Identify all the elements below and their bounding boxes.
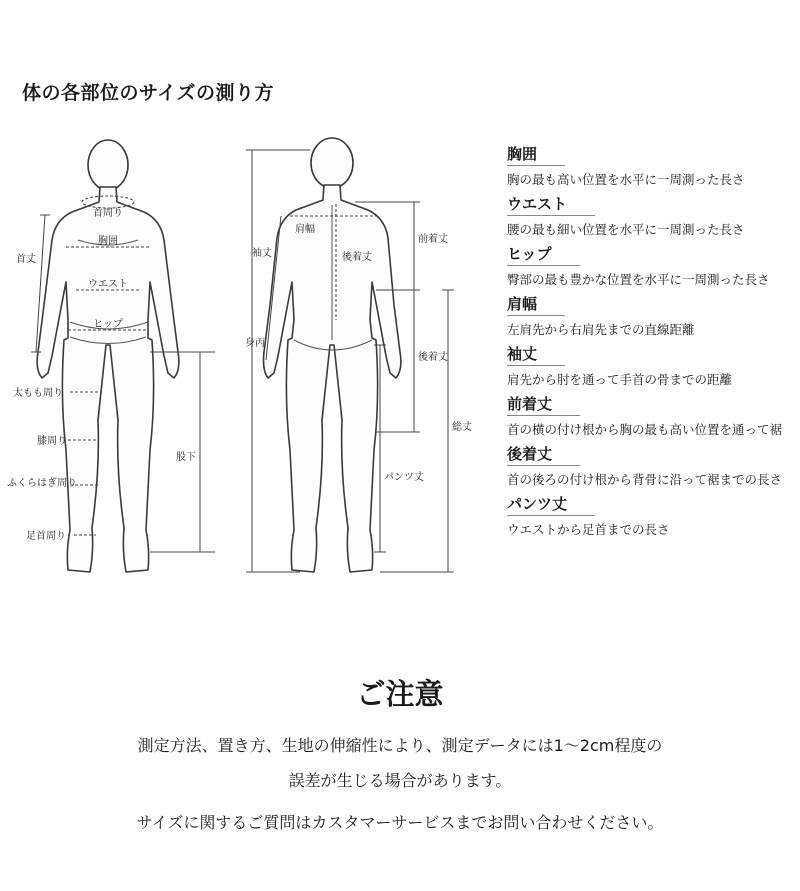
definition-desc: 左肩先から右肩先までの直線距離 bbox=[507, 322, 695, 337]
definition-desc: 首の後ろの付け根から背骨に沿って裾までの長さ bbox=[507, 472, 783, 487]
definition-item bbox=[507, 143, 800, 193]
label-knee: 膝周り bbox=[37, 436, 67, 447]
label-thigh: 太もも周り bbox=[13, 388, 63, 399]
label-sleeve: 袖丈 bbox=[252, 248, 272, 259]
definition-term: 肩幅 bbox=[507, 293, 565, 316]
label-neck: 首周り bbox=[93, 208, 123, 219]
definition-desc: 肩先から肘を通って手首の骨までの距離 bbox=[507, 372, 733, 387]
definition-item bbox=[507, 343, 800, 393]
definition-item bbox=[507, 293, 800, 343]
measurement-definitions bbox=[507, 143, 800, 543]
definition-item bbox=[507, 393, 800, 443]
label-neck-length: 首丈 bbox=[16, 254, 36, 265]
label-inseam: 股下 bbox=[176, 452, 196, 463]
definition-desc: 首の横の付け根から胸の最も高い位置を通って裾 bbox=[507, 422, 783, 437]
front-figure bbox=[37, 140, 179, 572]
definition-term: 前着丈 bbox=[507, 393, 580, 416]
label-shoulder: 肩幅 bbox=[295, 224, 315, 235]
definition-item bbox=[507, 443, 800, 493]
label-waist: ウエスト bbox=[88, 279, 128, 290]
body-measurement-figures bbox=[0, 130, 500, 590]
label-calf: ふくらはぎ周り bbox=[7, 478, 77, 489]
label-back-center: 後着丈 bbox=[342, 252, 372, 263]
notice-line-3: サイズに関するご質問はカスタマーサービスまでお問い合わせください。 bbox=[136, 813, 664, 832]
definition-desc: 臀部の最も豊かな位置を水平に一周測った長さ bbox=[507, 272, 770, 287]
definition-term: 後着丈 bbox=[507, 443, 580, 466]
label-pants-length: パンツ丈 bbox=[384, 472, 424, 483]
label-chest: 胸囲 bbox=[98, 236, 118, 247]
label-height: 身丙 bbox=[245, 338, 265, 349]
label-hip: ヒップ bbox=[93, 319, 123, 330]
notice-line-1: 測定方法、置き方、生地の伸縮性により、測定データには1～2cm程度の bbox=[137, 736, 663, 755]
label-back-length: 後着丈 bbox=[418, 352, 448, 363]
label-front-length: 前着丈 bbox=[418, 234, 448, 245]
definition-desc: 胸の最も高い位置を水平に一周測った長さ bbox=[507, 172, 745, 187]
definition-item bbox=[507, 243, 800, 293]
page-title: 体の各部位のサイズの測り方 bbox=[22, 82, 274, 104]
notice-title: ご注意 bbox=[356, 677, 444, 711]
label-ankle: 足首周り bbox=[26, 531, 66, 542]
definition-term: 胸囲 bbox=[507, 143, 565, 166]
definition-term: 袖丈 bbox=[507, 343, 565, 366]
definition-item bbox=[507, 493, 800, 543]
definition-term: ウエスト bbox=[507, 193, 595, 216]
label-total-length: 総丈 bbox=[452, 422, 472, 433]
definition-item bbox=[507, 193, 800, 243]
definition-desc: 腰の最も細い位置を水平に一周測った長さ bbox=[507, 222, 745, 237]
notice-line-2: 誤差が生じる場合があります。 bbox=[288, 771, 512, 790]
definition-term: パンツ丈 bbox=[507, 493, 595, 516]
definition-term: ヒップ bbox=[507, 243, 580, 266]
definition-desc: ウエストから足首までの長さ bbox=[507, 522, 670, 537]
